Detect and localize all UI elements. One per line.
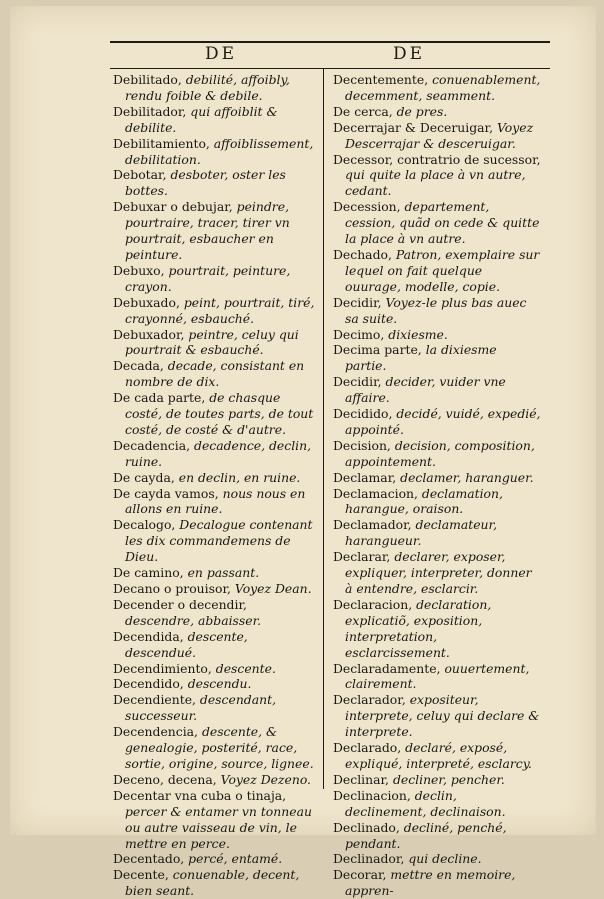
dictionary-entry <box>333 327 541 343</box>
entry-definition: departement, cession, quãd on cede & quitte la place à vn autre. <box>345 199 540 247</box>
entry-headword: Declamador, <box>333 517 416 533</box>
entry-headword: De cayda, <box>113 469 179 485</box>
left-running-head: DE <box>205 44 238 64</box>
dictionary-entry <box>333 692 541 740</box>
dictionary-entry <box>333 661 541 693</box>
entry-definition: la dixiesme partie. <box>345 342 497 374</box>
entry-headword: Declamacion, <box>333 485 422 501</box>
entry-definition: declarer, exposer, expliquer, interpreter, donner à entendre, esclarcir. <box>345 549 532 596</box>
entry-definition: de pres. <box>396 103 448 119</box>
entry-definition: descendre, abbaisser. <box>125 612 262 628</box>
dictionary-entry <box>113 470 316 486</box>
entry-definition: debilité, affoibly, rendu foible & debile. <box>125 72 290 103</box>
entry-headword: Decidido, <box>333 406 397 422</box>
entry-definition: descente, & genealogie, posterité, race, sortie, origine, source, lignee. <box>125 724 314 771</box>
entry-definition: declamer, haranguer. <box>400 469 534 485</box>
entry-headword: Declamar, <box>333 469 401 485</box>
dictionary-entry <box>333 549 541 597</box>
dictionary-entry <box>113 295 316 327</box>
right-running-head: DE <box>393 44 426 64</box>
entry-definition: conuenablement, decemment, seamment. <box>345 72 541 103</box>
entry-definition: declamateur, harangueur. <box>345 517 498 549</box>
entry-definition: peint, pourtrait, tiré, crayonné, esbauché. <box>125 294 315 326</box>
entry-headword: Decentado, <box>113 851 189 867</box>
entry-headword: De cayda vamos, <box>113 485 223 501</box>
entry-definition: nous nous en allons en ruine. <box>125 485 306 517</box>
dictionary-entry <box>333 295 541 327</box>
entry-headword: Decorar, <box>333 867 391 883</box>
entry-definition: percer & entamer vn tonneau ou autre vaisseau de vin, le mettre en perce. <box>125 803 312 851</box>
entry-headword: Decidir, <box>333 374 386 390</box>
entry-definition: expositeur, interprete, celuy qui declare & interprete. <box>345 692 540 740</box>
dictionary-entry <box>333 740 541 772</box>
entry-headword: Decentemente, <box>333 72 433 87</box>
entry-definition: de chasque costé, de toutes parts, de tout costé, de costé & d'autre. <box>125 390 314 437</box>
entry-headword: Debilitado, <box>113 72 186 87</box>
dictionary-entry <box>113 581 316 597</box>
right-column <box>333 72 541 899</box>
entry-definition: decision, composition, appointement. <box>345 437 535 469</box>
entry-definition: decadence, declin, ruine. <box>125 437 312 469</box>
dictionary-entry <box>113 327 316 359</box>
entry-definition: declamation, harangue, oraison. <box>345 485 503 517</box>
book-page <box>10 6 596 899</box>
dictionary-entry <box>333 597 541 661</box>
dictionary-entry <box>113 167 316 199</box>
entry-headword: Declarado, <box>333 740 406 756</box>
entry-definition: Voyez Dean. <box>234 581 312 596</box>
entry-definition: qui affoiblit & debilite. <box>125 103 278 135</box>
entry-definition: decidé, vuidé, expedié, appointé. <box>345 406 541 437</box>
dictionary-entry <box>333 406 541 438</box>
entry-definition: decliner, pencher. <box>392 771 505 787</box>
entry-headword: Decendencia, <box>113 724 202 740</box>
entry-headword: Debilitamiento, <box>113 135 214 151</box>
entry-headword: Debotar, <box>113 167 171 183</box>
entry-definition: affoiblissement, debilitation. <box>125 135 314 167</box>
entry-headword: Decente, <box>113 867 173 883</box>
dictionary-entry <box>113 851 316 867</box>
entry-definition: percé, entamé. <box>188 851 283 867</box>
dictionary-entry <box>333 788 541 820</box>
dictionary-entry <box>333 517 541 549</box>
entry-headword: Decision, <box>333 437 395 453</box>
entry-headword: Decano o prouisor, <box>113 581 235 596</box>
dictionary-entry <box>113 565 316 581</box>
entry-headword: Debuxo, <box>113 262 169 278</box>
entry-headword: Dechado, <box>333 246 396 262</box>
entry-definition: mettre en memoire, appren- <box>345 867 516 899</box>
dictionary-entry <box>113 486 316 518</box>
entry-headword: Declaradamente, <box>333 660 445 676</box>
entry-definition: Voyez-le plus bas auec sa suite. <box>345 294 527 326</box>
dictionary-entry <box>333 772 541 788</box>
column-divider <box>323 69 324 789</box>
dictionary-entry <box>333 342 541 374</box>
dictionary-entry <box>113 676 316 692</box>
dictionary-entry <box>113 136 316 168</box>
dictionary-entry <box>113 692 316 724</box>
entry-headword: Decentar vna cuba o tinaja, <box>113 787 287 803</box>
entry-headword: Declarar, <box>333 549 395 565</box>
dictionary-entry <box>113 772 316 788</box>
entry-definition: desboter, oster les bottes. <box>125 167 286 199</box>
dictionary-entry <box>113 199 316 263</box>
entry-headword: De cerca, <box>333 103 397 119</box>
entry-headword: Decimo, <box>333 326 389 342</box>
entry-definition: declaré, exposé, expliqué, interpreté, esclarcy. <box>345 740 532 771</box>
dictionary-entry <box>333 867 541 899</box>
dictionary-entry <box>333 486 541 518</box>
entry-headword: Declinado, <box>333 819 404 835</box>
dictionary-entry <box>113 104 316 136</box>
entry-headword: Decessor, contratrio de sucessor, <box>333 151 541 167</box>
entry-definition: descendu. <box>187 676 252 692</box>
dictionary-entry <box>333 199 541 247</box>
entry-definition: peintre, celuy qui pourtrait & esbauché. <box>125 326 299 358</box>
entry-definition: ouuertement, clairement. <box>345 660 530 692</box>
entry-headword: Debuxar o debujar, <box>113 199 237 215</box>
entry-headword: Decendido, <box>113 676 188 692</box>
entry-definition: declin, declinement, declinaison. <box>345 787 506 819</box>
entry-headword: Decender o decendir, <box>113 596 247 612</box>
dictionary-entry <box>333 120 541 152</box>
dictionary-entry <box>113 629 316 661</box>
dictionary-entry <box>113 438 316 470</box>
entry-definition: Voyez Dezeno. <box>220 771 311 787</box>
entry-definition: qui decline. <box>408 851 482 867</box>
entry-definition: Decalogue contenant les dix commandemens de Dieu. <box>125 517 313 565</box>
entry-definition: en declin, en ruine. <box>178 469 301 485</box>
entry-headword: Decendimiento, <box>113 660 216 676</box>
entry-headword: Decerrajar & Deceruigar, <box>333 119 497 135</box>
entry-headword: De camino, <box>113 565 188 581</box>
dictionary-entry <box>333 438 541 470</box>
entry-definition: decider, vuider vne affaire. <box>345 374 506 406</box>
entry-definition: Patron, exemplaire sur lequel on fait quelque ouurage, modelle, copie. <box>345 246 540 294</box>
entry-headword: Declarador, <box>333 692 410 708</box>
dictionary-entry <box>113 517 316 565</box>
left-column <box>113 72 316 899</box>
entry-headword: Deceno, decena, <box>113 771 221 787</box>
entry-definition: descente, descendué. <box>125 628 248 660</box>
entry-definition: decade, consistant en nombre de dix. <box>125 358 305 390</box>
entry-definition: en passant. <box>187 565 260 581</box>
entry-headword: Debuxado, <box>113 294 184 310</box>
entry-headword: Decendida, <box>113 628 188 644</box>
dictionary-entry <box>333 470 541 486</box>
header-rule <box>110 68 550 69</box>
entry-headword: Debuxador, <box>113 326 189 342</box>
dictionary-entry <box>333 72 541 104</box>
dictionary-entry <box>113 724 316 772</box>
dictionary-entry <box>333 104 541 120</box>
top-rule <box>110 41 550 43</box>
dictionary-entry <box>113 263 316 295</box>
entry-headword: Decada, <box>113 358 168 374</box>
dictionary-entry <box>113 867 316 899</box>
entry-headword: Decima parte, <box>333 342 426 358</box>
entry-headword: Debilitador, <box>113 103 191 119</box>
entry-headword: Declaracion, <box>333 596 417 612</box>
dictionary-entry <box>113 390 316 438</box>
dictionary-entry <box>113 661 316 677</box>
entry-headword: Decalogo, <box>113 517 180 533</box>
dictionary-entry <box>113 72 316 104</box>
entry-headword: De cada parte, <box>113 390 210 406</box>
entry-definition: Voyez Descerrajar & descеruigar. <box>345 119 534 151</box>
entry-definition: dixiesme. <box>388 326 448 342</box>
dictionary-entry <box>113 597 316 629</box>
dictionary-entry <box>333 152 541 200</box>
entry-definition: declaration, explicatiõ, exposition, interpretation, esclarcissement. <box>345 596 492 660</box>
entry-definition: descendant, successeur. <box>125 692 277 724</box>
entry-definition: qui quite la place à vn autre, cedant. <box>345 167 526 199</box>
entry-headword: Decendiente, <box>113 692 200 708</box>
dictionary-entry <box>333 247 541 295</box>
dictionary-entry <box>113 358 316 390</box>
dictionary-entry <box>333 374 541 406</box>
entry-headword: Declinar, <box>333 771 393 787</box>
entry-headword: Decidir, <box>333 294 386 310</box>
dictionary-entry <box>333 820 541 852</box>
entry-definition: descente. <box>215 660 276 676</box>
entry-headword: Decession, <box>333 199 405 215</box>
entry-headword: Decadencia, <box>113 437 195 453</box>
entry-definition: decliné, penché, pendant. <box>345 819 507 851</box>
dictionary-entry <box>333 851 541 867</box>
dictionary-entry <box>113 788 316 852</box>
entry-definition: peindre, pourtraire, tracer, tirer vn pourtrait, esbaucher en peinture. <box>125 199 290 262</box>
entry-definition: conuenable, decent, bien seant. <box>125 867 300 899</box>
entry-headword: Declinacion, <box>333 787 415 803</box>
entry-definition: pourtrait, peinture, crayon. <box>125 262 291 294</box>
entry-headword: Declinador, <box>333 851 409 867</box>
